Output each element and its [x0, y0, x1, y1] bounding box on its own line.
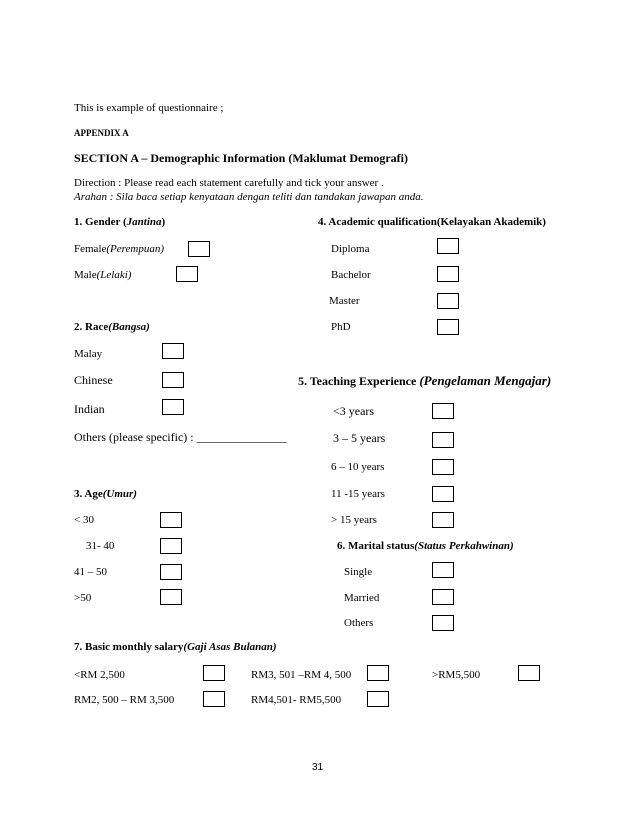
marital-option: Others: [344, 617, 374, 629]
race-question: 2. Race(Bangsa): [74, 321, 150, 333]
age-lt30-checkbox[interactable]: [160, 512, 182, 528]
gender-male-label: Male(Lelaki): [74, 269, 132, 281]
direction-en: Direction : Please read each statement carefully and tick your answer .: [74, 177, 384, 189]
marital-others-checkbox[interactable]: [432, 615, 454, 631]
intro-text: This is example of questionnaire ;: [74, 102, 224, 114]
salary-3501-4500-checkbox[interactable]: [367, 665, 389, 681]
age-41-50-checkbox[interactable]: [160, 564, 182, 580]
salary-gt5500-checkbox[interactable]: [518, 665, 540, 681]
salary-4501-5500-checkbox[interactable]: [367, 691, 389, 707]
age-question: 3. Age(Umur): [74, 488, 137, 500]
academic-bachelor-checkbox[interactable]: [437, 266, 459, 282]
marital-single-checkbox[interactable]: [432, 562, 454, 578]
marital-option: Married: [344, 592, 380, 604]
salary-2500-3500-checkbox[interactable]: [203, 691, 225, 707]
salary-option: RM2, 500 – RM 3,500: [74, 694, 175, 706]
race-option: Chinese: [74, 373, 113, 387]
salary-option: RM4,501- RM5,500: [251, 694, 342, 706]
academic-option: Master: [329, 295, 360, 307]
marital-option: Single: [344, 566, 373, 578]
teaching-3-5-checkbox[interactable]: [432, 432, 454, 448]
age-gt50-checkbox[interactable]: [160, 589, 182, 605]
page-number: 31: [312, 762, 324, 773]
academic-option: PhD: [331, 321, 351, 333]
gender-female-checkbox[interactable]: [188, 241, 210, 257]
salary-lt2500-checkbox[interactable]: [203, 665, 225, 681]
academic-phd-checkbox[interactable]: [437, 319, 459, 335]
teaching-option: 11 -15 years: [331, 488, 385, 500]
race-chinese-checkbox[interactable]: [162, 372, 184, 388]
race-option: Malay: [74, 348, 103, 360]
teaching-6-10-checkbox[interactable]: [432, 459, 454, 475]
age-option: 31- 40: [86, 540, 115, 552]
teaching-option: <3 years: [333, 404, 375, 418]
teaching-gt15-checkbox[interactable]: [432, 512, 454, 528]
teaching-lt3-checkbox[interactable]: [432, 403, 454, 419]
teaching-option: 3 – 5 years: [333, 431, 386, 445]
academic-master-checkbox[interactable]: [437, 293, 459, 309]
academic-option: Diploma: [331, 243, 370, 255]
salary-option: <RM 2,500: [74, 669, 125, 681]
race-malay-checkbox[interactable]: [162, 343, 184, 359]
salary-option: RM3, 501 –RM 4, 500: [251, 669, 352, 681]
direction-my: Arahan : Sila baca setiap kenyataan dengan teliti dan tandakan jawapan anda.: [74, 191, 424, 203]
gender-male-checkbox[interactable]: [176, 266, 198, 282]
salary-option: >RM5,500: [432, 669, 481, 681]
appendix-label: APPENDIX A: [74, 128, 129, 138]
academic-question: 4. Academic qualification(Kelayakan Akademik): [318, 216, 546, 228]
race-others-field[interactable]: Others (please specific) : _______________: [74, 430, 287, 444]
race-indian-checkbox[interactable]: [162, 399, 184, 415]
age-option: 41 – 50: [74, 566, 107, 578]
salary-question: 7. Basic monthly salary(Gaji Asas Bulanan): [74, 641, 277, 653]
teaching-question: 5. Teaching Experience (Pengelaman Mengajar): [298, 373, 552, 388]
section-title: SECTION A – Demographic Information (Maklumat Demografi): [74, 151, 408, 165]
marital-question: 6. Marital status(Status Perkahwinan): [337, 540, 514, 552]
teaching-11-15-checkbox[interactable]: [432, 486, 454, 502]
age-option: < 30: [74, 514, 94, 526]
academic-option: Bachelor: [331, 269, 371, 281]
academic-diploma-checkbox[interactable]: [437, 238, 459, 254]
gender-question: 1. Gender (Jantina): [74, 216, 166, 228]
age-31-40-checkbox[interactable]: [160, 538, 182, 554]
gender-female-label: Female(Perempuan): [74, 243, 165, 255]
marital-married-checkbox[interactable]: [432, 589, 454, 605]
age-option: >50: [74, 592, 92, 604]
race-option: Indian: [74, 402, 105, 416]
teaching-option: 6 – 10 years: [331, 461, 385, 473]
teaching-option: > 15 years: [331, 514, 377, 526]
